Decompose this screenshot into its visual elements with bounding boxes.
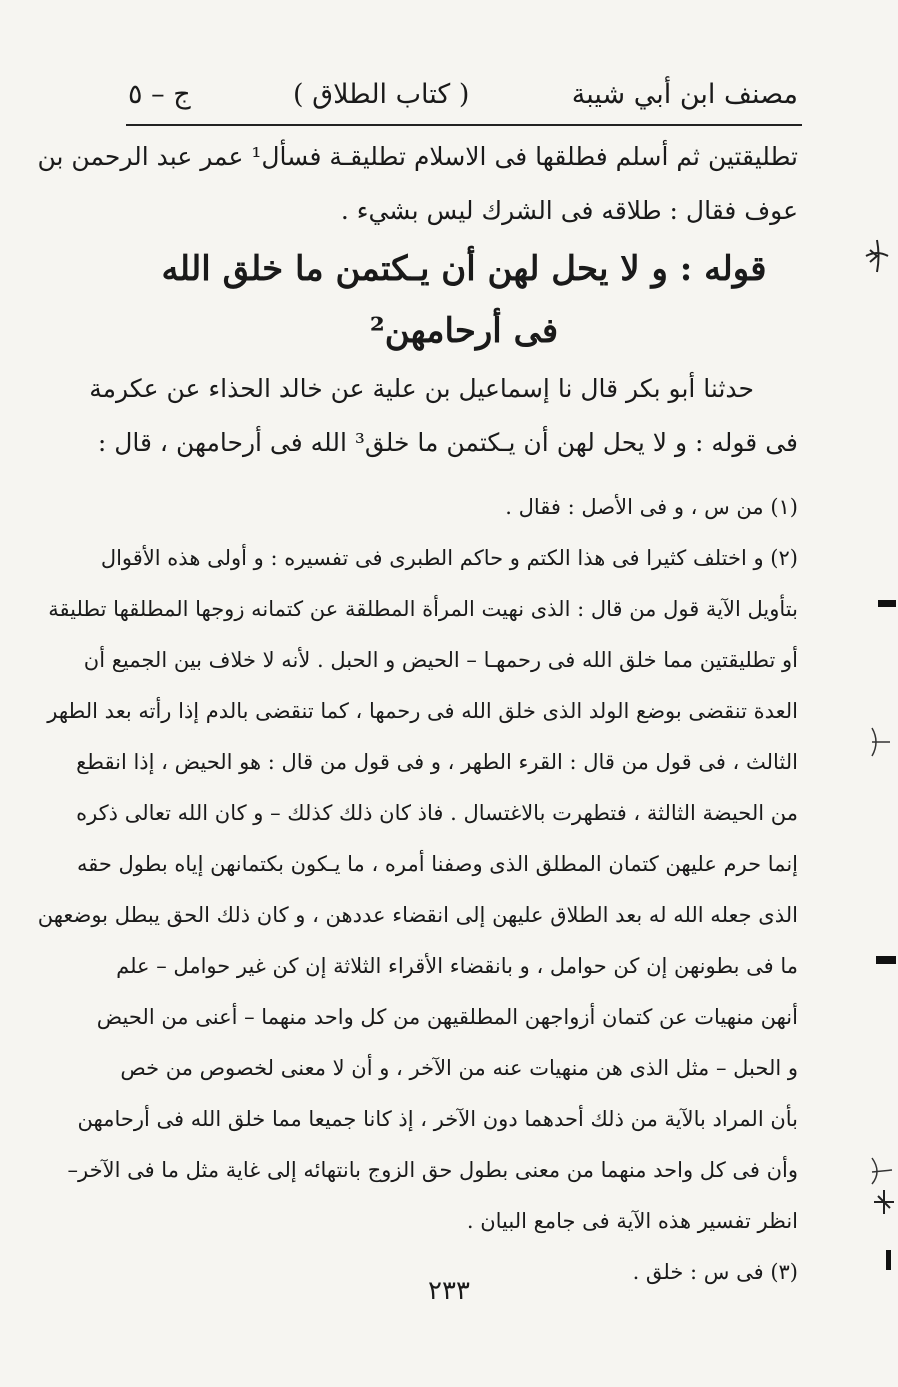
header-rule bbox=[126, 124, 802, 126]
footnote-line: و الحبل – مثل الذى هن منهيات عنه من الآخر ، و أن لا معنى لخصوص من خص bbox=[120, 1056, 798, 1080]
footnote-line: انظر تفسير هذه الآية فى جامع البيان . bbox=[466, 1209, 798, 1233]
main-text bbox=[37, 130, 798, 470]
text-line: فى قوله : و لا يحل لهن أن يـكتمن ما خلق³ الله فى أرحامهن ، قال : bbox=[97, 428, 798, 457]
footnote-line: (٢) و اختلف كثيرا فى هذا الكتم و حاكم الطبرى فى تفسيره : و أولى هذه الأقوال bbox=[100, 546, 798, 570]
margin-mark-icon bbox=[866, 722, 894, 762]
margin-mark-icon bbox=[868, 1150, 896, 1190]
footnote-line: الثالث ، فى قول من قال : القرء الطهر ، و فى قول من قال : هو الحيض ، إذا انقطع bbox=[76, 750, 798, 774]
footnote-line: وأن فى كل واحد منهما من معنى بطول حق الزوج بانتهائه إلى غاية مثل ما فى الآخر– bbox=[67, 1158, 798, 1182]
footnote-line: ما فى بطونهن إن كن حوامل ، و بانقضاء الأقراء الثلاثة إن كن غير حوامل – علم bbox=[116, 954, 798, 978]
footnote-line: الذى جعله الله له بعد الطلاق عليهن إلى انقضاء عددهن ، و كان ذلك الحق يبطل بوضعهن bbox=[37, 903, 798, 927]
footnote-line: (١) من س ، و فى الأصل : فقال . bbox=[505, 495, 798, 519]
footnote-line: أو تطليقتين مما خلق الله فى رحمهـا – الحيض و الحبل . لأنه لا خلاف بين الجميع أن bbox=[83, 648, 798, 672]
footnote-line: بأن المراد بالآية من ذلك أحدهما دون الآخر ، إذ كانا جميعا مما خلق الله فى أرحامهن bbox=[77, 1107, 798, 1131]
margin-tick bbox=[876, 956, 896, 964]
section-heading: قوله : و لا يحل لهن أن يـكتمن ما خلق الله bbox=[161, 249, 767, 289]
chapter-title: ( كتاب الطلاق ) bbox=[293, 78, 470, 110]
page-header bbox=[128, 74, 798, 114]
page-number: ٢٣٣ bbox=[428, 1276, 470, 1306]
footnotes bbox=[37, 482, 798, 1298]
footnote-line: إنما حرم عليهن كتمان المطلق الذى وصفنا أمره ، ما يـكون بكتمانهن إياه بطول حقه bbox=[76, 852, 798, 876]
footnote-line: من الحيضة الثالثة ، فتطهرت بالاغتسال . فاذ كان ذلك كذلك – و كان الله تعالى ذكره bbox=[76, 801, 798, 825]
footnote-line: أنهن منهيات عن كتمان أزواجهن المطلقيهن من كل واحد منهما – أعنى من الحيض bbox=[96, 1005, 798, 1029]
volume-number: ج – ٥ bbox=[128, 78, 191, 110]
footnote-line: بتأويل الآية قول من قال : الذى نهيت المرأة المطلقة عن كتمانه زوجها المطلقها تطليقة bbox=[48, 597, 798, 621]
text-line: حدثنا أبو بكر قال نا إسماعيل بن علية عن خالد الحذاء عن عكرمة bbox=[89, 374, 754, 403]
book-title: مصنف ابن أبي شيبة bbox=[571, 78, 798, 110]
margin-mark-icon bbox=[872, 1188, 896, 1216]
section-heading: فى أرحامهن² bbox=[369, 311, 559, 351]
text-line: عوف فقال : طلاقه فى الشرك ليس بشيء . bbox=[340, 196, 798, 225]
margin-tick bbox=[886, 1250, 891, 1270]
footnote-line: العدة تنقضى بوضع الولد الذى خلق الله فى رحمها ، كما تنقضى بالدم إذا رأته بعد الطهر bbox=[47, 699, 798, 723]
margin-mark-icon bbox=[862, 236, 892, 276]
footnote-line: (٣) فى س : خلق . bbox=[632, 1260, 798, 1284]
text-line: تطليقتين ثم أسلم فطلقها فى الاسلام تطليقـة فسأل¹ عمر عبد الرحمن بن bbox=[37, 142, 798, 171]
margin-tick bbox=[878, 600, 896, 607]
